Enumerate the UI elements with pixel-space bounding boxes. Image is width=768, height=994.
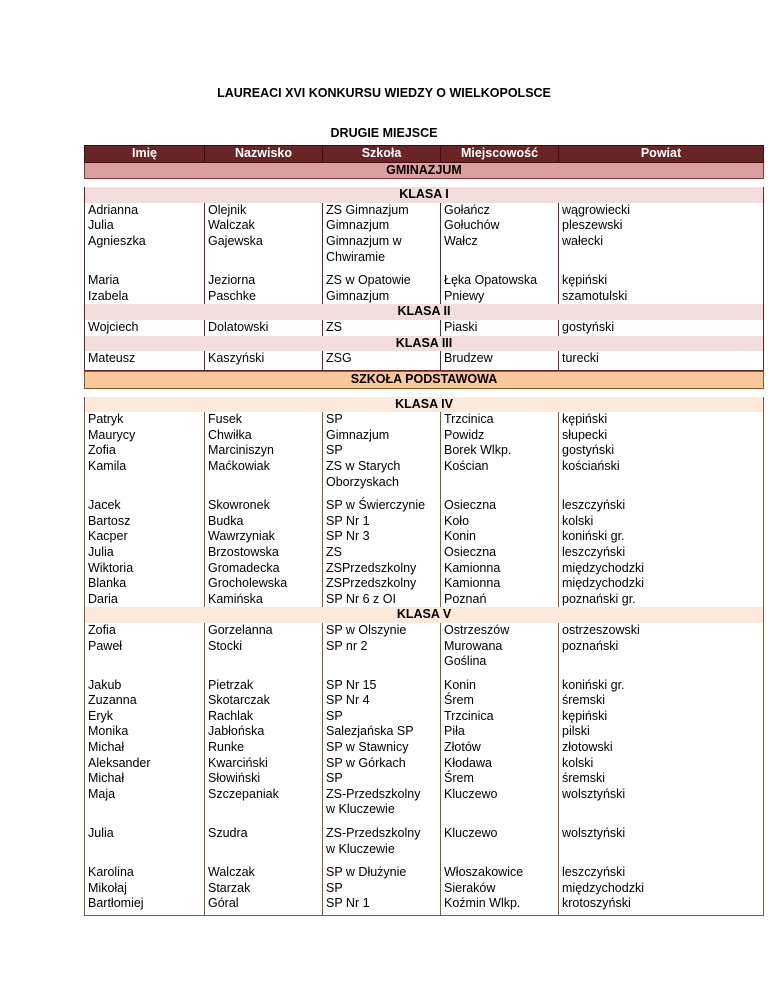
cell-nazwisko: Gorzelanna Stocki xyxy=(205,623,323,670)
spacer-cell xyxy=(205,818,323,826)
cell-nazwisko: Dolatowski xyxy=(205,320,323,336)
spacer-cell xyxy=(441,490,559,498)
spacer-cell xyxy=(559,367,764,371)
spacer-cell xyxy=(85,388,764,397)
table-row xyxy=(85,351,764,367)
cell-imie: Jakub Zuzanna Eryk Monika Michał Aleksander Michał Maja xyxy=(85,678,205,818)
cell-nazwisko: Walczak Starzak Góral xyxy=(205,865,323,912)
spacer-cell xyxy=(323,912,441,916)
cell-miejscowosc: Konin Śrem Trzcinica Piła Złotów Kłodawa Śrem Kluczewo xyxy=(441,678,559,818)
header-powiat: Powiat xyxy=(559,146,764,163)
cell-powiat: ostrzeszowski poznański xyxy=(559,623,764,670)
cell-powiat: koniński gr. śremski kępiński pilski złotowski kolski śremski wolsztyński xyxy=(559,678,764,818)
spacer-cell xyxy=(323,818,441,826)
group-spacer xyxy=(85,912,764,916)
spacer-cell xyxy=(559,670,764,678)
spacer-cell xyxy=(441,670,559,678)
cell-imie: Wojciech xyxy=(85,320,205,336)
table-row xyxy=(85,623,764,670)
spacer-cell xyxy=(205,857,323,865)
spacer-cell xyxy=(323,490,441,498)
spacer-cell xyxy=(323,670,441,678)
spacer-cell xyxy=(441,857,559,865)
spacer-cell xyxy=(85,265,205,273)
cell-miejscowosc: Ostrzeszów Murowana Goślina xyxy=(441,623,559,670)
class-label: KLASA V xyxy=(85,607,764,623)
table-row xyxy=(85,498,764,607)
cell-miejscowosc: Osieczna Koło Konin Osieczna Kamionna Kamionna Poznań xyxy=(441,498,559,607)
section-header xyxy=(85,162,764,179)
spacer-cell xyxy=(559,912,764,916)
cell-szkola: SP w Dłużynie SP SP Nr 1 xyxy=(323,865,441,912)
spacer-cell xyxy=(205,490,323,498)
class-header xyxy=(85,304,764,320)
spacer-cell xyxy=(205,367,323,371)
cell-szkola: ZS xyxy=(323,320,441,336)
cell-nazwisko: Jeziorna Paschke xyxy=(205,273,323,304)
section-spacer xyxy=(85,179,764,188)
spacer-cell xyxy=(441,818,559,826)
cell-nazwisko: Pietrzak Skotarczak Rachlak Jabłońska Runke Kwarciński Słowiński Szczepaniak xyxy=(205,678,323,818)
section-header xyxy=(85,372,764,389)
section-label: GMINAZJUM xyxy=(85,162,764,179)
spacer-cell xyxy=(85,367,205,371)
section-spacer xyxy=(85,388,764,397)
cell-miejscowosc: Gołańcz Gołuchów Wałcz xyxy=(441,203,559,265)
cell-miejscowosc: Brudzew xyxy=(441,351,559,367)
cell-szkola: SP Gimnazjum SP ZS w Starych Oborzyskach xyxy=(323,412,441,490)
group-spacer xyxy=(85,490,764,498)
table-row xyxy=(85,203,764,265)
spacer-cell xyxy=(559,490,764,498)
cell-imie: Adrianna Julia Agnieszka xyxy=(85,203,205,265)
cell-miejscowosc: Piaski xyxy=(441,320,559,336)
cell-nazwisko: Kaszyński xyxy=(205,351,323,367)
class-header xyxy=(85,607,764,623)
spacer-cell xyxy=(441,265,559,273)
cell-imie: Mateusz xyxy=(85,351,205,367)
spacer-cell xyxy=(85,912,205,916)
cell-powiat: kępiński szamotulski xyxy=(559,273,764,304)
header-szkola: Szkoła xyxy=(323,146,441,163)
class-label: KLASA III xyxy=(85,336,764,352)
spacer-cell xyxy=(85,670,205,678)
class-label: KLASA I xyxy=(85,187,764,203)
cell-miejscowosc: Włoszakowice Sieraków Koźmin Wlkp. xyxy=(441,865,559,912)
header-miejscowosc: Miejscowość xyxy=(441,146,559,163)
group-spacer xyxy=(85,367,764,371)
cell-nazwisko: Olejnik Walczak Gajewska xyxy=(205,203,323,265)
cell-imie: Karolina Mikołaj Bartłomiej xyxy=(85,865,205,912)
group-spacer xyxy=(85,265,764,273)
spacer-cell xyxy=(323,367,441,371)
cell-powiat: wągrowiecki pleszewski wałecki xyxy=(559,203,764,265)
class-header xyxy=(85,187,764,203)
spacer-cell xyxy=(323,857,441,865)
cell-miejscowosc: Łęka Opatowska Pniewy xyxy=(441,273,559,304)
cell-powiat: leszczyński kolski koniński gr. leszczyński międzychodzki międzychodzki poznański gr. xyxy=(559,498,764,607)
header-imie: Imię xyxy=(85,146,205,163)
spacer-cell xyxy=(559,265,764,273)
table-row xyxy=(85,678,764,818)
cell-imie: Zofia Paweł xyxy=(85,623,205,670)
cell-szkola: SP w Olszynie SP nr 2 xyxy=(323,623,441,670)
spacer-cell xyxy=(559,818,764,826)
spacer-cell xyxy=(441,912,559,916)
spacer-cell xyxy=(85,179,764,188)
table-row xyxy=(85,320,764,336)
class-label: KLASA II xyxy=(85,304,764,320)
spacer-cell xyxy=(85,490,205,498)
cell-nazwisko: Skowronek Budka Wawrzyniak Brzostowska Gromadecka Grocholewska Kamińska xyxy=(205,498,323,607)
table-row xyxy=(85,865,764,912)
class-header xyxy=(85,336,764,352)
podstawowa-table xyxy=(84,371,764,916)
group-spacer xyxy=(85,670,764,678)
table-row xyxy=(85,412,764,490)
cell-szkola: ZS w Opatowie Gimnazjum xyxy=(323,273,441,304)
page-subtitle: DRUGIE MIEJSCE xyxy=(330,126,438,140)
spacer-cell xyxy=(85,818,205,826)
cell-miejscowosc: Kluczewo xyxy=(441,826,559,857)
cell-szkola: ZSG xyxy=(323,351,441,367)
table-row xyxy=(85,826,764,857)
cell-powiat: gostyński xyxy=(559,320,764,336)
cell-szkola: ZS Gimnazjum Gimnazjum Gimnazjum w Chwiramie xyxy=(323,203,441,265)
cell-szkola: ZS-Przedszkolny w Kluczewie xyxy=(323,826,441,857)
cell-powiat: wolsztyński xyxy=(559,826,764,857)
cell-imie: Patryk Maurycy Zofia Kamila xyxy=(85,412,205,490)
spacer-cell xyxy=(205,670,323,678)
section-label: SZKOŁA PODSTAWOWA xyxy=(85,372,764,389)
cell-powiat: leszczyński międzychodzki krotoszyński xyxy=(559,865,764,912)
gimnazjum-table xyxy=(84,145,764,371)
group-spacer xyxy=(85,857,764,865)
page-title: LAUREACI XVI KONKURSU WIEDZY O WIELKOPOLSCE xyxy=(217,86,551,100)
cell-nazwisko: Fusek Chwiłka Marciniszyn Maćkowiak xyxy=(205,412,323,490)
cell-szkola: SP Nr 15 SP Nr 4 SP Salezjańska SP SP w Stawnicy SP w Górkach SP ZS-Przedszkolny w Kluczewie xyxy=(323,678,441,818)
spacer-cell xyxy=(205,912,323,916)
table-row xyxy=(85,273,764,304)
cell-powiat: turecki xyxy=(559,351,764,367)
spacer-cell xyxy=(85,857,205,865)
spacer-cell xyxy=(323,265,441,273)
cell-imie: Maria Izabela xyxy=(85,273,205,304)
header-nazwisko: Nazwisko xyxy=(205,146,323,163)
cell-imie: Jacek Bartosz Kacper Julia Wiktoria Blanka Daria xyxy=(85,498,205,607)
cell-imie: Julia xyxy=(85,826,205,857)
class-label: KLASA IV xyxy=(85,397,764,413)
cell-szkola: SP w Świerczynie SP Nr 1 SP Nr 3 ZS ZSPrzedszkolny ZSPrzedszkolny SP Nr 6 z OI xyxy=(323,498,441,607)
spacer-cell xyxy=(441,367,559,371)
header-row xyxy=(85,146,764,163)
cell-miejscowosc: Trzcinica Powidz Borek Wlkp. Kościan xyxy=(441,412,559,490)
spacer-cell xyxy=(559,857,764,865)
spacer-cell xyxy=(205,265,323,273)
class-header xyxy=(85,397,764,413)
cell-powiat: kępiński słupecki gostyński kościański xyxy=(559,412,764,490)
cell-nazwisko: Szudra xyxy=(205,826,323,857)
group-spacer xyxy=(85,818,764,826)
